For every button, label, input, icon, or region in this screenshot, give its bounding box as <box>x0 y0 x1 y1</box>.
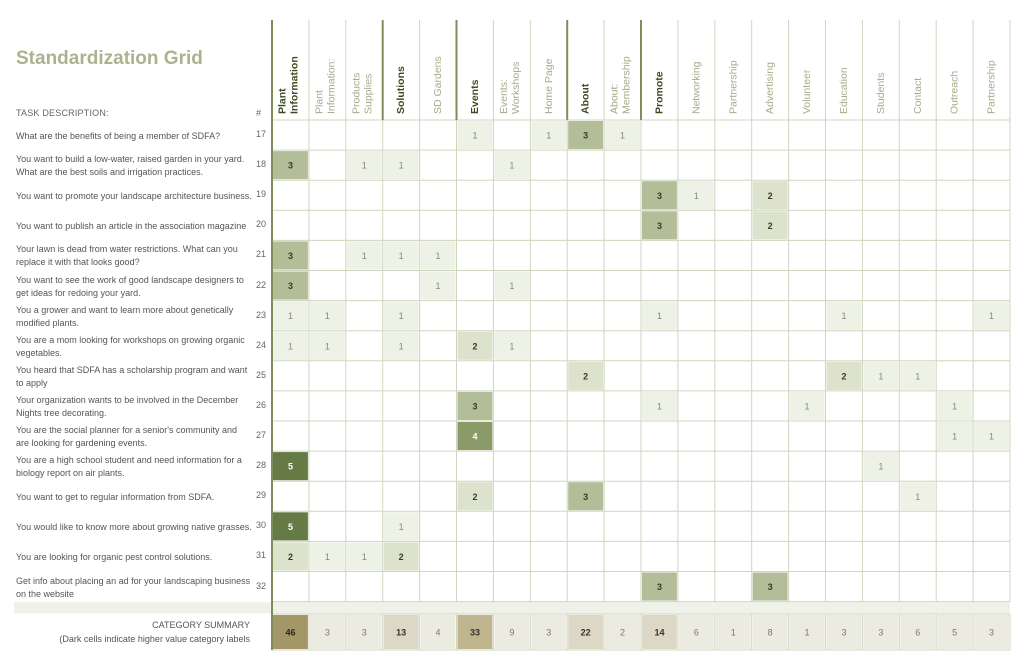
column-header: Plant <box>313 90 326 114</box>
cell-value: 1 <box>472 130 478 141</box>
cell-value: 1 <box>509 281 515 292</box>
summary-value: 33 <box>469 627 480 638</box>
separator-band <box>14 602 1010 613</box>
column-header: Advertising <box>764 62 777 114</box>
row-number: 28 <box>256 460 267 471</box>
cell-value: 1 <box>952 431 958 442</box>
cell-value: 1 <box>656 311 662 322</box>
cell-value: 2 <box>767 220 773 231</box>
cell-value: 1 <box>324 341 330 352</box>
row-number: 31 <box>256 550 267 561</box>
summary-value: 3 <box>546 627 552 638</box>
cell-value: 3 <box>287 250 293 261</box>
row-number: 26 <box>256 399 267 410</box>
cell-value: 1 <box>620 130 626 141</box>
cell-value: 5 <box>287 461 293 472</box>
summary-value: 14 <box>654 627 665 638</box>
column-header: Outreach <box>948 70 961 114</box>
cell-value: 3 <box>287 160 293 171</box>
column-header: About <box>579 83 592 114</box>
column-header: Membership <box>620 56 633 114</box>
cell-value: 3 <box>656 190 662 201</box>
column-header: Information <box>288 56 301 114</box>
row-number: 17 <box>256 129 267 140</box>
cell-value: 5 <box>287 521 293 532</box>
column-header: Events: <box>497 78 510 114</box>
task-description: You a grower and want to learn more about genetically modified plants. <box>16 304 234 328</box>
cell-value: 1 <box>287 341 293 352</box>
summary-value: 2 <box>620 627 626 638</box>
column-header: About: <box>608 83 621 114</box>
row-number: 21 <box>256 249 267 260</box>
page-title: Standardization Grid <box>16 48 203 69</box>
cell-value: 4 <box>472 431 478 442</box>
cell-value: 2 <box>287 551 293 562</box>
summary-value: 22 <box>580 627 591 638</box>
summary-value: 5 <box>952 627 958 638</box>
cell-value: 1 <box>435 250 441 261</box>
column-header: Workshops <box>509 61 522 114</box>
cell-value: 1 <box>915 371 921 382</box>
cell-value: 2 <box>472 491 478 502</box>
number-header: # <box>256 108 262 118</box>
column-header: Products <box>350 72 363 114</box>
row-number: 30 <box>256 520 267 531</box>
column-header: Promote <box>653 71 666 114</box>
column-header: Home Page <box>542 58 555 114</box>
column-header: Networking <box>690 61 703 114</box>
task-description: Your organization wants to be involved in the December Nights tree decorating. <box>16 394 239 418</box>
task-description: You want to promote your landscape architecture business. <box>16 190 252 201</box>
column-header: Partnership <box>727 60 740 114</box>
category-summary-label: CATEGORY SUMMARY <box>152 620 250 630</box>
summary-value: 3 <box>841 627 847 638</box>
cell-value: 1 <box>656 401 662 412</box>
task-description: What are the benefits of being a member of SDFA? <box>16 130 221 141</box>
task-description: You want to get to regular information from SDFA. <box>16 491 215 502</box>
row-number: 25 <box>256 369 267 380</box>
cell-value: 1 <box>878 371 884 382</box>
row-number: 22 <box>256 279 267 290</box>
cell-value: 1 <box>361 250 367 261</box>
cell-value: 3 <box>287 281 293 292</box>
cell-value: 3 <box>583 491 589 502</box>
cell-value: 1 <box>841 311 847 322</box>
task-description: Get info about placing an ad for your landscaping business on the website <box>16 575 251 599</box>
column-header: Students <box>874 72 887 114</box>
summary-value: 8 <box>767 627 773 638</box>
task-description: You want to build a low-water, raised garden in your yard. What are the best soils and irrigation practices. <box>16 154 245 178</box>
cell-value: 2 <box>841 371 847 382</box>
cell-value: 1 <box>398 311 404 322</box>
cell-value: 3 <box>472 401 478 412</box>
cell-value: 1 <box>398 160 404 171</box>
cell-value: 1 <box>398 250 404 261</box>
cell-value: 1 <box>435 281 441 292</box>
column-header: Solutions <box>395 66 408 114</box>
row-number: 29 <box>256 490 267 501</box>
cell-value: 2 <box>472 341 478 352</box>
row-number: 24 <box>256 339 267 350</box>
column-header: Partnership <box>985 60 998 114</box>
summary-value: 6 <box>693 627 699 638</box>
row-number: 32 <box>256 580 267 591</box>
cell-value: 1 <box>804 401 810 412</box>
cell-value: 1 <box>509 160 515 171</box>
cell-value: 1 <box>693 190 699 201</box>
cell-value: 3 <box>656 582 662 593</box>
column-header: Events <box>468 79 481 114</box>
cell-value: 1 <box>952 401 958 412</box>
cell-value: 1 <box>509 341 515 352</box>
summary-value: 9 <box>509 627 515 638</box>
cell-value: 1 <box>546 130 552 141</box>
task-description: You want to publish an article in the association magazine <box>16 220 247 231</box>
summary-value: 46 <box>285 627 296 638</box>
task-description: You are the social planner for a senior's community and are looking for gardening events. <box>16 425 238 449</box>
column-header: Volunteer <box>801 69 814 114</box>
cell-value: 1 <box>324 311 330 322</box>
cell-value: 3 <box>767 582 773 593</box>
cell-value: 3 <box>656 220 662 231</box>
cell-value: 2 <box>767 190 773 201</box>
column-header: Information: <box>325 58 338 114</box>
task-description: You are a high school student and need information for a biology report on air plants. <box>16 455 242 479</box>
task-description-header: TASK DESCRIPTION: <box>16 108 109 118</box>
row-number: 23 <box>256 309 267 320</box>
cell-value: 1 <box>989 311 995 322</box>
summary-value: 3 <box>324 627 330 638</box>
summary-value: 3 <box>989 627 995 638</box>
cell-value: 2 <box>398 551 404 562</box>
summary-value: 3 <box>361 627 367 638</box>
column-header: Contact <box>911 77 924 114</box>
cell-value: 1 <box>989 431 995 442</box>
task-description: Your lawn is dead from water restrictions. What can you replace it with that looks good? <box>16 244 238 268</box>
cell-value: 1 <box>361 551 367 562</box>
column-header: Education <box>837 67 850 114</box>
cell-value: 1 <box>398 341 404 352</box>
task-description: You are looking for organic pest control solutions. <box>16 551 213 562</box>
summary-value: 13 <box>396 627 407 638</box>
summary-value: 4 <box>435 627 441 638</box>
column-header: Supplies <box>362 73 375 114</box>
task-description: You heard that SDFA has a scholarship program and want to apply <box>16 364 248 388</box>
summary-value: 1 <box>730 627 736 638</box>
task-description: You want to see the work of good landscape designers to get ideas for redoing your yard. <box>16 274 244 298</box>
cell-value: 3 <box>583 130 589 141</box>
summary-value: 6 <box>915 627 921 638</box>
summary-value: 3 <box>878 627 884 638</box>
category-summary-note: (Dark cells indicate higher value category labels <box>59 634 250 644</box>
task-description: You are a mom looking for workshops on growing organic vegetables. <box>16 334 245 358</box>
column-header: SD Gardens <box>432 56 445 114</box>
task-description: You would like to know more about growing native grasses. <box>16 521 252 532</box>
row-number: 20 <box>256 219 267 230</box>
cell-value: 1 <box>361 160 367 171</box>
column-header: Plant <box>276 88 289 114</box>
summary-value: 1 <box>804 627 810 638</box>
cell-value: 1 <box>878 461 884 472</box>
cell-value: 1 <box>287 311 293 322</box>
cell-value: 1 <box>915 491 921 502</box>
row-number: 19 <box>256 189 267 200</box>
cell-value: 1 <box>324 551 330 562</box>
cell-value: 1 <box>398 521 404 532</box>
row-number: 18 <box>256 159 267 170</box>
cell-value: 2 <box>583 371 589 382</box>
row-number: 27 <box>256 430 267 441</box>
